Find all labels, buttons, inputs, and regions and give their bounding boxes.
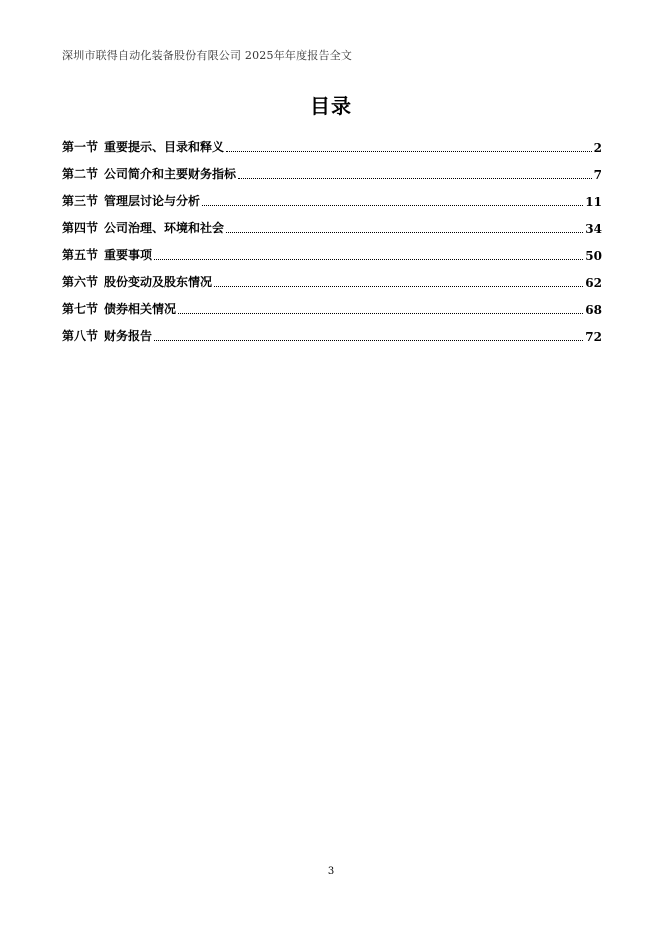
toc-section-title: 财务报告 [104, 329, 153, 343]
table-of-contents [62, 128, 602, 344]
toc-page-number: 11 [585, 195, 602, 209]
toc-section-title: 管理层讨论与分析 [104, 194, 201, 208]
toc-page-number: 72 [585, 330, 602, 344]
toc-leader-dots [214, 286, 583, 287]
toc-section-title: 公司简介和主要财务指标 [104, 167, 237, 181]
toc-entry-2[interactable] [62, 155, 602, 182]
toc-leader-dots [202, 205, 583, 206]
toc-section-number: 第四节 [62, 221, 99, 235]
toc-page-number: 68 [585, 303, 602, 317]
toc-leader-dots [154, 259, 583, 260]
toc-section-title: 公司治理、环境和社会 [104, 221, 225, 235]
toc-leader-dots [238, 178, 592, 179]
toc-section-number: 第三节 [62, 194, 99, 208]
toc-page-number: 62 [585, 276, 602, 290]
toc-section-number: 第五节 [62, 248, 99, 262]
page-title: 目录 [310, 94, 352, 118]
toc-entry-6[interactable] [62, 263, 602, 290]
toc-section-number: 第八节 [62, 329, 99, 343]
toc-leader-dots [178, 313, 583, 314]
toc-section-number: 第二节 [62, 167, 99, 181]
toc-page-number: 50 [585, 249, 602, 263]
toc-section-number: 第七节 [62, 302, 99, 316]
page-header: 深圳市联得自动化装备股份有限公司 2025年年度报告全文 [62, 49, 353, 62]
toc-entry-5[interactable] [62, 236, 602, 263]
toc-section-title: 重要提示、目录和释义 [104, 140, 225, 154]
toc-leader-dots [226, 151, 592, 152]
toc-entry-8[interactable] [62, 317, 602, 344]
toc-section-title: 债券相关情况 [104, 302, 177, 316]
toc-section-title: 股份变动及股东情况 [104, 275, 213, 289]
toc-section-number: 第一节 [62, 140, 99, 154]
toc-page-number: 2 [593, 141, 602, 155]
toc-page-number: 34 [585, 222, 602, 236]
toc-entry-3[interactable] [62, 182, 602, 209]
toc-page-number: 7 [593, 168, 602, 182]
toc-leader-dots [154, 340, 583, 341]
toc-section-number: 第六节 [62, 275, 99, 289]
toc-entry-7[interactable] [62, 290, 602, 317]
toc-entry-1[interactable] [62, 128, 602, 155]
toc-section-title: 重要事项 [104, 248, 153, 262]
toc-entry-4[interactable] [62, 209, 602, 236]
page-number-footer: 3 [327, 866, 335, 877]
toc-leader-dots [226, 232, 583, 233]
